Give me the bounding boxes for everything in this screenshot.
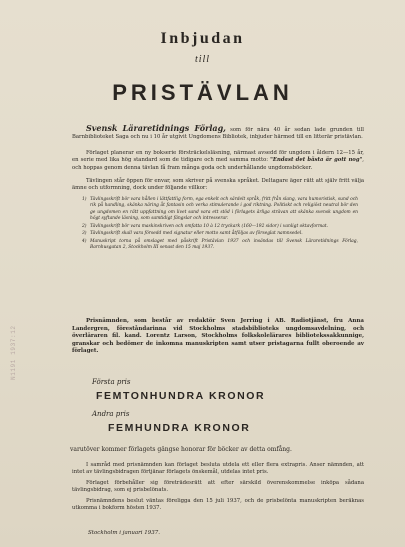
- first-prize-label: Första pris: [92, 378, 131, 386]
- heading-inbjudan: Inbjudan: [160, 30, 245, 47]
- condition-item: [82, 224, 358, 230]
- series-text-before: Förlaget planerar en ny bokserie försträckelsläsning, närmast avsedd för ungdom i åldern 12—15 år, en serie med lika hög standard som de tidigare och med samma motto:: [72, 150, 364, 164]
- closing-text: Prisnämndens beslut väntas föreligga den 15 juli 1937, och de prisbelönta manuskripten beräknas utkomma i bokform hösten 1937.: [72, 497, 364, 512]
- intro-paragraph: [72, 125, 364, 142]
- heading-pristavlan: PRISTÄVLAN: [112, 80, 293, 105]
- heading-till: till: [194, 54, 211, 65]
- closing-text: I samråd med prisnämnden kan förlaget besluta utdela ett eller flera extrapris. Anser nämnden, att intet av tävlingsbidragen förtjänar förlagets önskemål, utdelas intet pris.: [72, 462, 364, 476]
- jury-paragraph: [72, 318, 364, 356]
- closing-text: Förlaget förbehåller sig företrädesrätt att efter särskild överenskommelse inköpa sådana tävlingsbidrag, som ej prisbelönats.: [72, 479, 364, 494]
- condition-item: [82, 197, 358, 222]
- eligibility-text: Tävlingen står öppen för envar, som skriver på svenska språket. Deltagare äger rätt att själv fritt välja ämne och utformning, dock under följande villkor:: [72, 178, 364, 192]
- series-motto: "Endast det bästa är gott nog": [270, 157, 363, 164]
- prize-note: varutöver kommer förlagets gängse honorar för böcker av detta omfång.: [70, 446, 292, 453]
- condition-text: Tävlingsskrift bör vara maskinskriven och omfatta 10 à 12 tryckark (160—192 sidor) i vanligt oktavformat.: [90, 223, 329, 229]
- series-paragraph: [72, 150, 364, 172]
- condition-number: 4): [82, 238, 87, 244]
- first-prize-amount: FEMTONHUNDRA KRONOR: [96, 390, 266, 402]
- conditions-list: [82, 197, 358, 253]
- date-signature: Stockholm i januari 1937.: [88, 530, 161, 536]
- series-text-after: , och hoppas genom denna tävlan få fram många goda och underhållande ungdomsböcker.: [72, 157, 364, 171]
- eligibility-paragraph: [72, 178, 364, 193]
- condition-item: [82, 239, 358, 252]
- condition-number: 2): [82, 223, 87, 229]
- intro-text: som för nära 40 år sedan lade grunden till Barnbiblioteket Saga och nu i 10 år utgivit Ungdomens Bibliotek, inbjuder härmed till en litterär pristävlan.: [72, 127, 364, 141]
- condition-item: [82, 231, 358, 237]
- archive-handwritten-note: N1191 1937:12: [10, 325, 17, 380]
- condition-text: Tävlingsskrift bör vara hållen i lättfattlig form, ega enkelt och särdelt språk, fritt från slang, vara humoristisk, sund och rik på handling, skänka näring åt fantasin och verka stimulerande i god riktning. Politiskt och religiöst neutral bör den ge ungdomen en rätt uppfattning om livet sand vara ett stöd i förlagets ärliga strävan att skänka svensk ungdom en högt syftande läsning, som samtidigt fängslar och intresserar.: [90, 197, 358, 221]
- publisher-name: Svensk Läraretidnings Förlag,: [86, 123, 226, 133]
- condition-text: Tävlingsskrift skall vara försedd med signatur eller motto samt åtföljas av förseglat namnsedel.: [90, 231, 303, 237]
- condition-number: 1): [82, 197, 87, 202]
- closing-paragraphs: [72, 462, 364, 512]
- second-prize-amount: FEMHUNDRA KRONOR: [108, 422, 251, 434]
- condition-text: Manuskript torna på omslaget med påskrift Pristävlan 1937 och insändas till Svensk Läraretidnings Förlag, Barnhusgatan 2, Stockholm III senast den 15 maj 1937.: [90, 238, 358, 251]
- second-prize-label: Andra pris: [92, 410, 130, 418]
- jury-text: Prisnämnden, som består av redaktör Sven Jerring i AB. Radiotjänst, fru Anna Landergren, föreståndarinna vid Stockholms stadsbiblioteks ungdomsavdelning, och överläraren fil. kand. Lorentz Larson, Stockholms folkskolelärares bibliotekssakkunnige, granskar och bedömer de inkomna manuskripten samt utser pristagarna fullt oberoende av förlaget.: [72, 318, 364, 355]
- condition-number: 3): [82, 231, 87, 237]
